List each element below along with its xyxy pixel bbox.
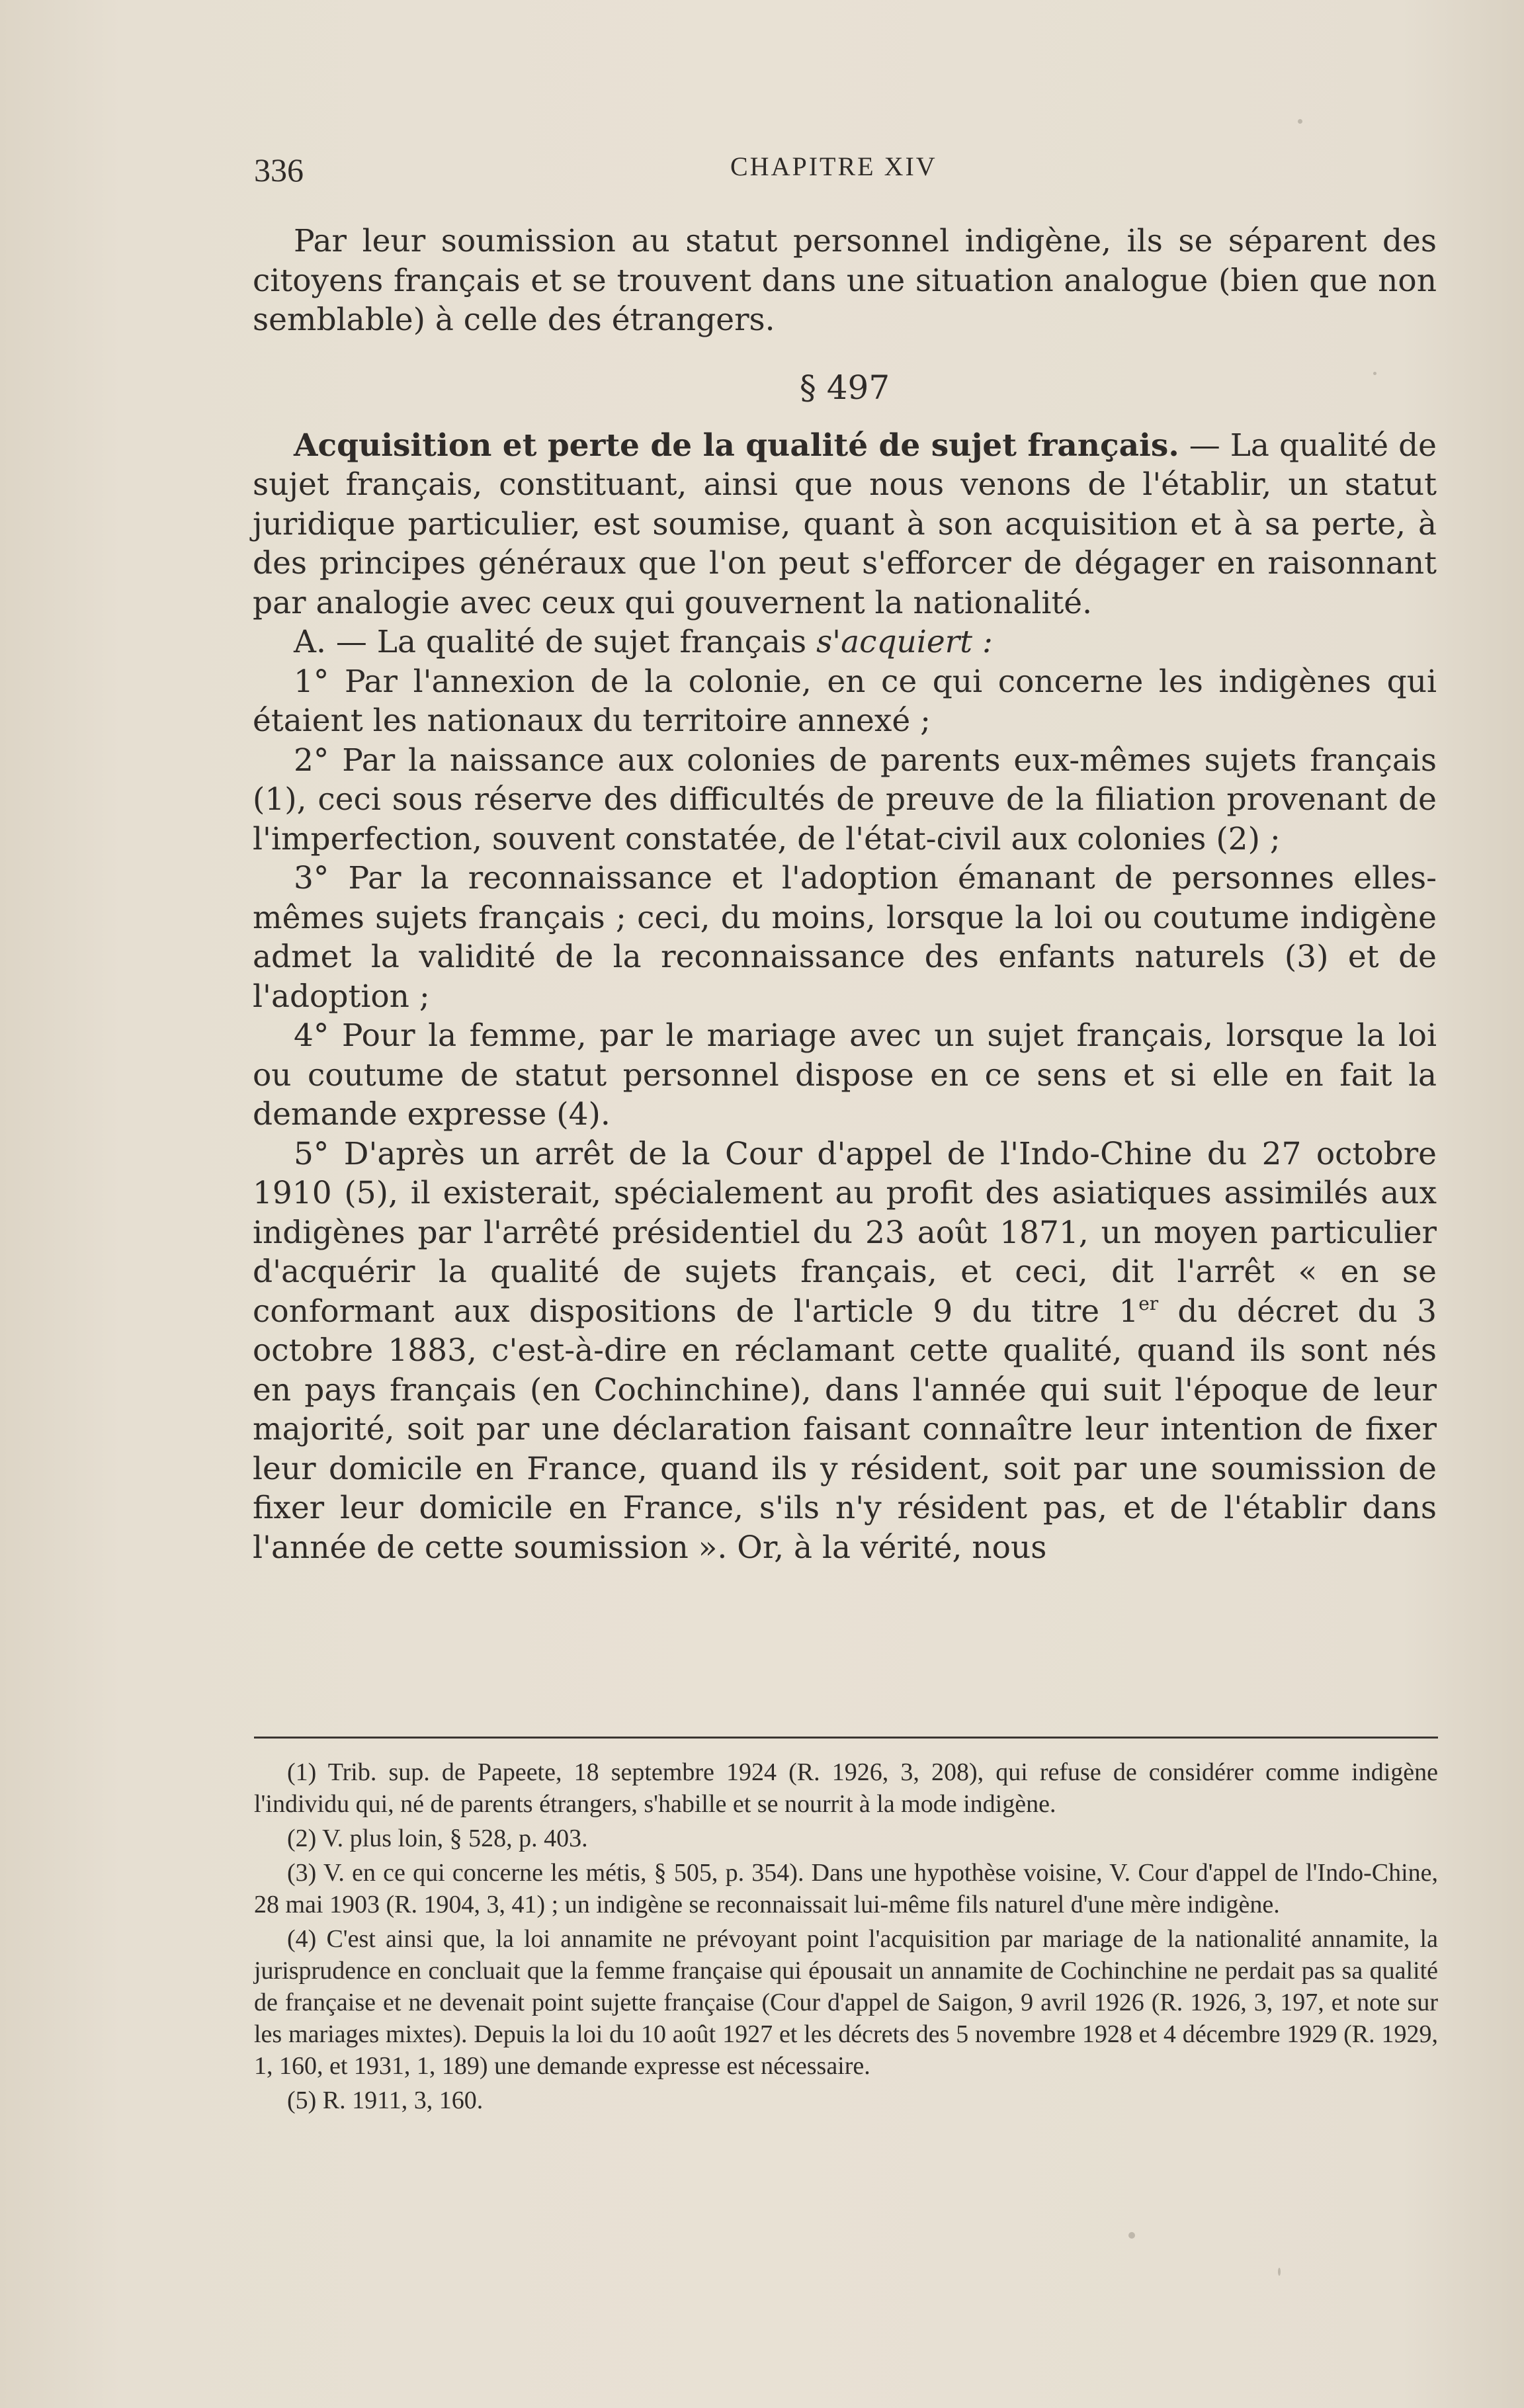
item-5-part-2: du décret du 3 octobre 1883, c'est-à-dire en réclamant cette qualité, quand ils sont nés en pays français (en Cochinchine), dans l'année qui suit l'époque de leur majorité, soit par une déclaration faisant connaître leur intention de fixer leur domicile en France, quand ils y résident, soit par une soumission de fixer leur domicile en France, s'ils n'y résident pas, et de l'établir dans l'année de cette soumission ». Or, à la vérité, nous bbox=[253, 1293, 1437, 1566]
section-number: § 497 bbox=[799, 368, 890, 407]
intro-paragraph: Par leur soumission au statut personnel indigène, ils se séparent des citoyens français et se trouvent dans une situation analogue (bien que non semblable) à celle des étrangers. bbox=[253, 223, 1437, 338]
section-heading: Acquisition et perte de la qualité de sujet français. bbox=[294, 427, 1179, 464]
page-number: 336 bbox=[254, 151, 304, 189]
footnote-2: (2) V. plus loin, § 528, p. 403. bbox=[287, 1825, 588, 1852]
item-2: 2° Par la naissance aux colonies de parents eux-mêmes sujets français (1), ceci sous réserve des difficultés de preuve de la filiation provenant de l'imperfection, souvent constatée, de l'état-civil aux colonies (2) ; bbox=[253, 742, 1437, 857]
footnotes bbox=[254, 1756, 1438, 2119]
item-1: 1° Par l'annexion de la colonie, en ce qui concerne les indigènes qui étaient les nationaux du territoire annexé ; bbox=[253, 663, 1437, 739]
item-5-part-1: 5° D'après un arrêt de la Cour d'appel de l'Indo-Chine du 27 octobre 1910 (5), il existerait, spécialement au profit des asiatiques assimilés aux indigènes par l'arrêté présidentiel du 23 août 1871, un moyen particulier d'acquérir la qualité de sujets français, et ceci, dit l'arrêt « en se conformant aux dispositions de l'article 9 du titre 1 bbox=[253, 1135, 1437, 1330]
paper-speck bbox=[1128, 2232, 1135, 2239]
heading-paragraph bbox=[253, 426, 1437, 623]
paper-speck bbox=[1298, 119, 1302, 124]
running-head: CHAPITRE XIV bbox=[730, 151, 937, 181]
footnote-4: (4) C'est ainsi que, la loi annamite ne prévoyant point l'acquisition par mariage de la nationalité annamite, la jurisprudence en concluait que la femme française qui épousait un annamite de Cochinchine ne perdait pas sa qualité de française et ne devenait point sujette française (Cour d'appel de Saigon, 9 avril 1926 (R. 1926, 3, 197, et note sur les mariages mixtes). Depuis la loi du 10 août 1927 et les décrets des 5 novembre 1928 et 4 décembre 1929 (R. 1929, 1, 160, et 1931, 1, 189) une demande expresse est nécessaire. bbox=[254, 1925, 1438, 2080]
page-header bbox=[254, 147, 1431, 193]
footnote-5: (5) R. 1911, 3, 160. bbox=[287, 2086, 484, 2114]
part-a-italic: s'acquiert : bbox=[816, 624, 993, 660]
part-a-text: A. — La qualité de sujet français bbox=[294, 624, 817, 660]
item-4: 4° Pour la femme, par le mariage avec un sujet français, lorsque la loi ou coutume de statut personnel dispose en ce sens et si elle en fait la demande expresse (4). bbox=[253, 1017, 1437, 1133]
paper-speck bbox=[1278, 2268, 1281, 2276]
part-a-paragraph bbox=[253, 623, 1437, 662]
item-5-superscript: er bbox=[1138, 1292, 1159, 1314]
footnote-1: (1) Trib. sup. de Papeete, 18 septembre 1924 (R. 1926, 3, 208), qui refuse de considérer comme indigène l'individu qui, né de parents étrangers, s'habille et se nourrit à la mode indigène. bbox=[254, 1758, 1438, 1818]
footnote-rule bbox=[254, 1737, 1438, 1739]
main-text bbox=[253, 222, 1437, 1567]
item-3: 3° Par la reconnaissance et l'adoption émanant de personnes elles-mêmes sujets français ; ceci, du moins, lorsque la loi ou coutume indigène admet la validité de la reconnaissance des enfants naturels (3) et de l'adoption ; bbox=[253, 860, 1437, 1015]
heading-paragraph-text: — La qualité de sujet français, constituant, ainsi que nous venons de l'établir, un statut juridique particulier, est soumise, quant à son acquisition et à sa perte, à des principes généraux que l'on peut s'efforcer de dégager en raisonnant par analogie avec ceux qui gouvernent la nationalité. bbox=[253, 427, 1437, 621]
item-5 bbox=[253, 1135, 1437, 1568]
footnote-3: (3) V. en ce qui concerne les métis, § 505, p. 354). Dans une hypothèse voisine, V. Cour d'appel de l'Indo-Chine, 28 mai 1903 (R. 1904, 3, 41) ; un indigène se reconnaissait lui-même fils naturel d'une mère indigène. bbox=[254, 1859, 1438, 1918]
